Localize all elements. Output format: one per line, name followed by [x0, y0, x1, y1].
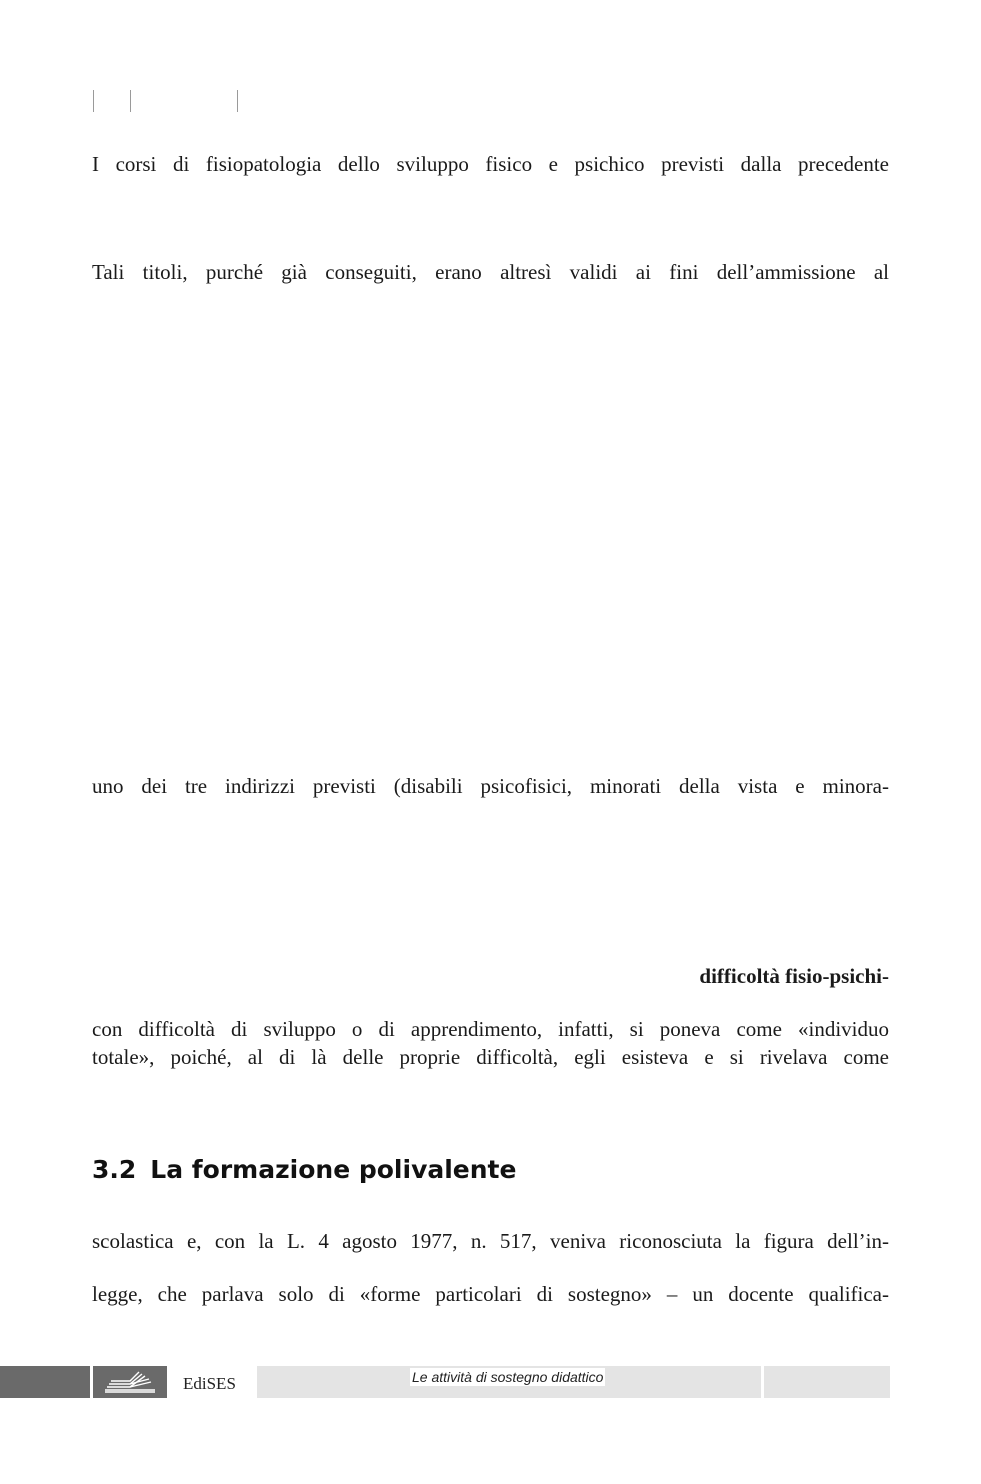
footer-end-band — [764, 1366, 890, 1398]
publisher-logo — [93, 1366, 167, 1398]
body-text-line: I corsi di fisiopatologia dello sviluppo fisico e psichico previsti dalla precedente — [92, 152, 889, 176]
publisher-name: EdiSES — [170, 1366, 254, 1398]
book-title: Le attività di sostegno didattico — [412, 1369, 604, 1385]
body-text-line-bold: difficoltà fisio-psichi- — [699, 964, 889, 988]
section-text-line: scolastica e, con la L. 4 agosto 1977, n. 517, veniva riconosciuta la figura dell’in- — [92, 1229, 889, 1253]
footer-dark-band — [0, 1366, 90, 1398]
section-text-line: legge, che parlava solo di «forme particolari di sostegno» – un docente qualifica- — [92, 1282, 889, 1306]
section-heading — [92, 1153, 516, 1187]
body-text-line: con difficoltà di sviluppo o di apprendimento, infatti, si poneva come «individuo — [92, 1017, 889, 1041]
page-footer — [0, 1366, 890, 1398]
header-tick-mark — [237, 90, 238, 112]
footer-title-band — [257, 1366, 761, 1398]
section-number: 3.2 — [92, 1155, 137, 1184]
header-tick-mark — [93, 90, 94, 112]
open-book-icon — [93, 1366, 167, 1398]
body-text-line: totale», poiché, al di là delle proprie difficoltà, egli esisteva e si rivelava come — [92, 1045, 889, 1069]
section-title: La formazione polivalente — [150, 1155, 517, 1184]
body-text-line: Tali titoli, purché già conseguiti, erano altresì validi ai fini dell’ammissione al — [92, 260, 889, 284]
header-tick-mark — [130, 90, 131, 112]
body-text-line: uno dei tre indirizzi previsti (disabili psicofisici, minorati della vista e minora- — [92, 774, 889, 798]
